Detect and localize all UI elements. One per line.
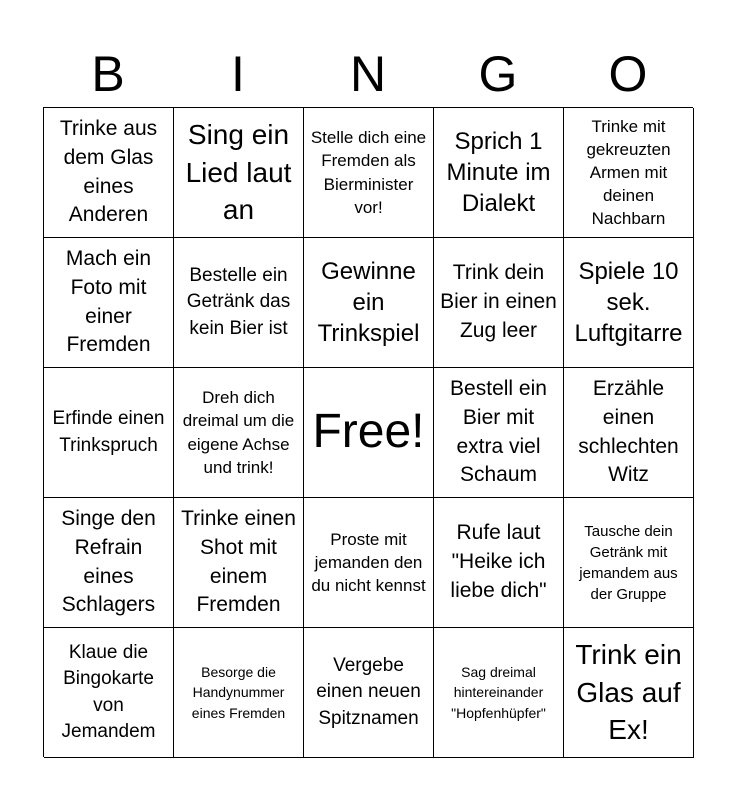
bingo-cell[interactable]: Trinke aus dem Glas eines Anderen [44, 108, 174, 238]
bingo-cell[interactable]: Tausche dein Getränk mit jemandem aus der Gruppe [564, 498, 694, 628]
bingo-cell[interactable]: Proste mit jemanden den du nicht kennst [304, 498, 434, 628]
bingo-cell[interactable]: Trink dein Bier in einen Zug leer [434, 238, 564, 368]
bingo-cell[interactable]: Besorge die Handynummer eines Fremden [174, 628, 304, 758]
bingo-cell[interactable]: Gewinne ein Trinkspiel [304, 238, 434, 368]
bingo-cell[interactable]: Erfinde einen Trinkspruch [44, 368, 174, 498]
bingo-cell[interactable]: Stelle dich eine Fremden als Bierminister vor! [304, 108, 434, 238]
bingo-cell[interactable]: Bestell ein Bier mit extra viel Schaum [434, 368, 564, 498]
header-letter-g: G [478, 46, 518, 102]
bingo-cell[interactable]: Spiele 10 sek. Luftgitarre [564, 238, 694, 368]
bingo-cell[interactable]: Klaue die Bingokarte von Jemandem [44, 628, 174, 758]
bingo-cell[interactable]: Sing ein Lied laut an [174, 108, 304, 238]
bingo-cell[interactable]: Sag dreimal hintereinander "Hopfenhüpfer" [434, 628, 564, 758]
bingo-cell[interactable]: Mach ein Foto mit einer Fremden [44, 238, 174, 368]
header-letter-i: I [231, 46, 245, 102]
bingo-cell[interactable]: Sprich 1 Minute im Dialekt [434, 108, 564, 238]
bingo-cell[interactable]: Vergebe einen neuen Spitznamen [304, 628, 434, 758]
bingo-cell[interactable]: Singe den Refrain eines Schlagers [44, 498, 174, 628]
free-space[interactable]: Free! [304, 368, 434, 498]
bingo-cell[interactable]: Bestelle ein Getränk das kein Bier ist [174, 238, 304, 368]
bingo-board [43, 107, 693, 757]
bingo-cell[interactable]: Trinke einen Shot mit einem Fremden [174, 498, 304, 628]
header-letter-n: N [349, 46, 387, 102]
bingo-cell[interactable]: Dreh dich dreimal um die eigene Achse und trink! [174, 368, 304, 498]
bingo-cell[interactable]: Rufe laut "Heike ich liebe dich" [434, 498, 564, 628]
bingo-header [43, 40, 693, 108]
bingo-cell[interactable]: Trink ein Glas auf Ex! [564, 628, 694, 758]
header-letter-b: B [91, 46, 125, 102]
bingo-cell[interactable]: Erzähle einen schlechten Witz [564, 368, 694, 498]
header-letter-o: O [608, 46, 648, 102]
bingo-cell[interactable]: Trinke mit gekreuzten Armen mit deinen Nachbarn [564, 108, 694, 238]
